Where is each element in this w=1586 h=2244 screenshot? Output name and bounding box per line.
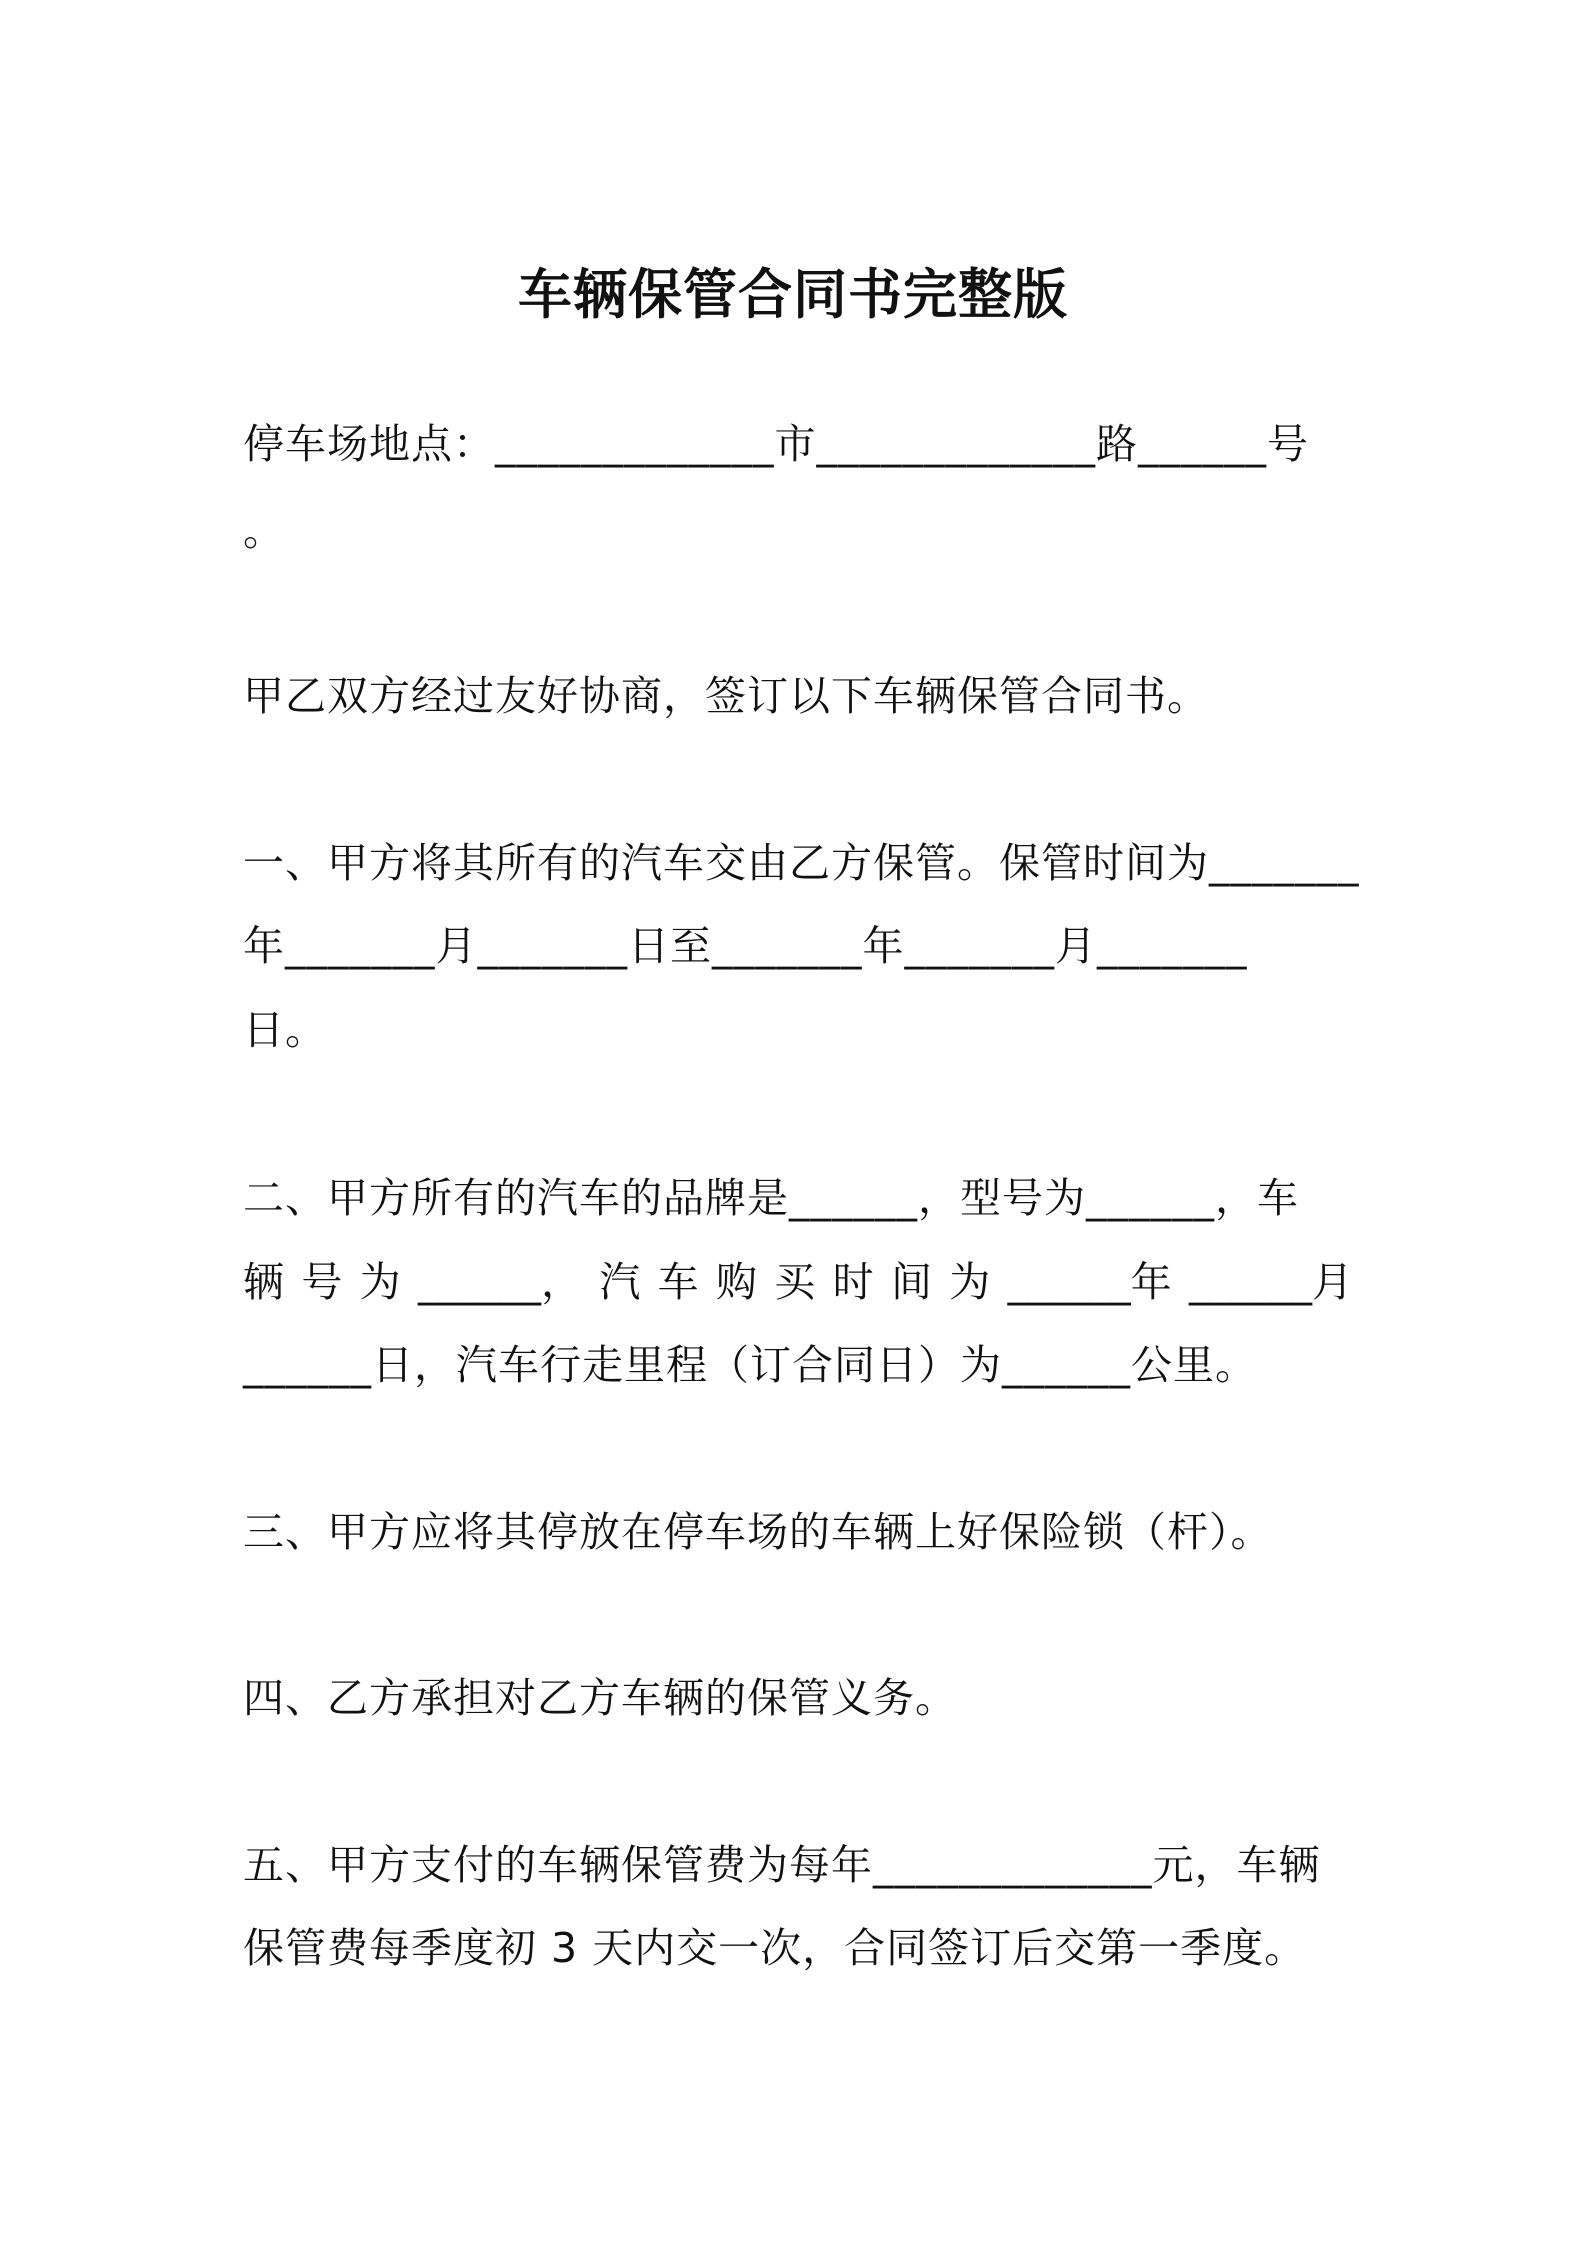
clause-3: 三、甲方应将其停放在停车场的车辆上好保险锁（杆）。 (243, 1508, 1273, 1556)
clause-2-line-2-part: ______， (417, 1258, 582, 1306)
clause-2-line-2-part: 时 (832, 1258, 874, 1306)
document-title: 车辆保管合同书完整版 (518, 263, 1068, 326)
clause-1-line-1: 一、甲方将其所有的汽车交由乙方保管。保管时间为_______ (243, 839, 1360, 887)
clause-2-line-2-part: 为 (359, 1258, 401, 1306)
clause-2-line-2-part: 车 (657, 1258, 699, 1306)
clause-2-line-2-part: 间 (890, 1258, 932, 1306)
clause-2-line-1: 二、甲方所有的汽车的品牌是______，型号为______，车 (243, 1174, 1299, 1222)
clause-2-line-3: ______日，汽车行走里程（订合同日）为______公里。 (243, 1341, 1257, 1389)
clause-2-line-2-part: 辆 (243, 1258, 284, 1306)
clause-5-line-1: 五、甲方支付的车辆保管费为每年_____________元，车辆 (243, 1841, 1321, 1889)
clause-2-line-2-part: ______年 (1007, 1258, 1172, 1306)
paragraph-line-location-end: 。 (243, 507, 285, 555)
paragraph-intro: 甲乙双方经过友好协商，签订以下车辆保管合同书。 (243, 672, 1209, 720)
clause-2-line-2-part: 购 (715, 1258, 757, 1306)
clause-2-line-2-part: 为 (949, 1258, 991, 1306)
clause-5-line-2: 保管费每季度初 3 天内交一次，合同签订后交第一季度。 (243, 1924, 1307, 1972)
clause-2-line-2-part: ______月 (1188, 1258, 1353, 1306)
clause-2-line-2-part: 汽 (599, 1258, 641, 1306)
clause-2-line-2 (243, 1254, 1353, 1310)
clause-1-line-2: 年_______月_______日至_______年_______月_______ (243, 922, 1248, 970)
paragraph-line-location: 停车场地点：_____________市_____________路______号 (243, 420, 1309, 468)
clause-2-line-2-part: 买 (774, 1258, 816, 1306)
clause-4: 四、乙方承担对乙方车辆的保管义务。 (243, 1674, 957, 1722)
clause-2-line-2-part: 号 (301, 1258, 343, 1306)
clause-1-line-3: 日。 (243, 1006, 327, 1054)
